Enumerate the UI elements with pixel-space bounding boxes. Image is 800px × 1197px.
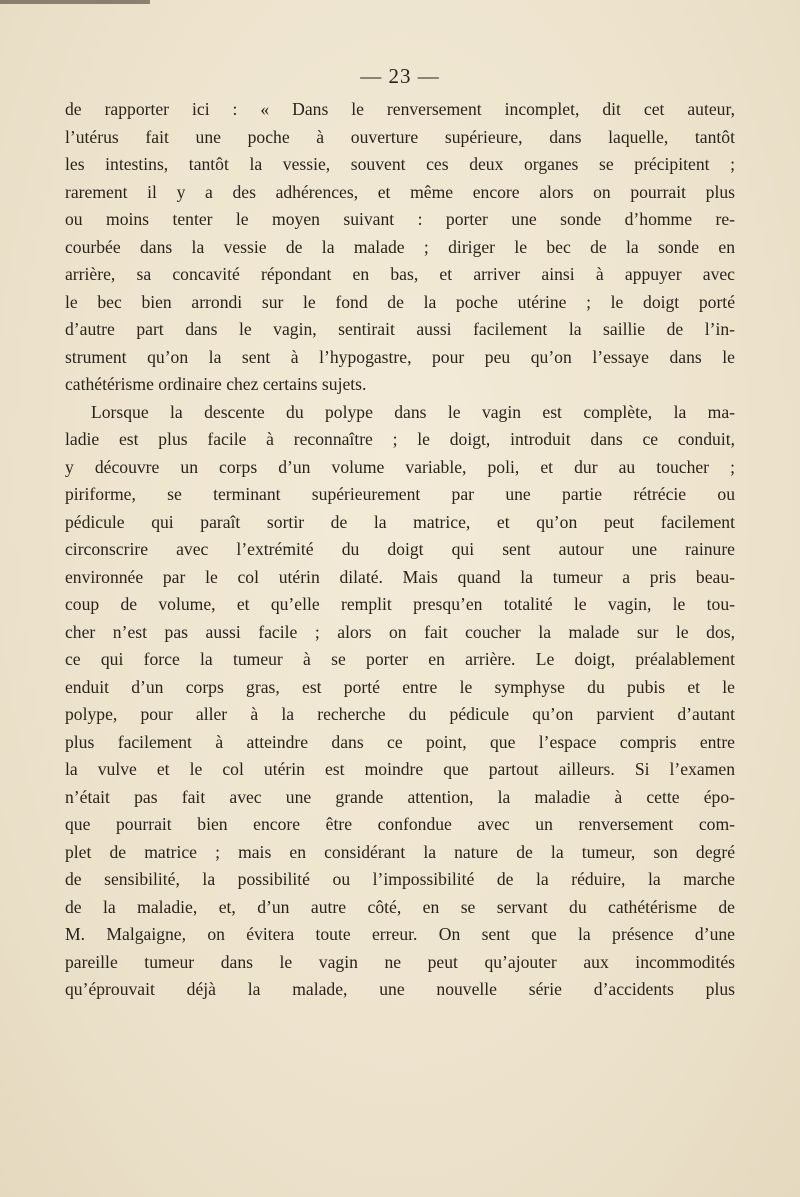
text-line: plet de matrice ; mais en considérant la nature de la tumeur, son degré: [65, 841, 735, 862]
text-line: pédicule qui paraît sortir de la matrice, et qu’on peut facilement: [65, 511, 735, 532]
page-number: — 23 —: [360, 64, 440, 88]
text-line: piriforme, se terminant supérieurement par une partie rétrécie ou: [65, 484, 735, 504]
text-line: ou moins tenter le moyen suivant : porter une sonde d’homme re-: [65, 209, 735, 229]
text-line: y découvre un corps d’un volume variable, poli, et dur au toucher ;: [65, 456, 735, 477]
text-line: la vulve et le col utérin est moindre que partout ailleurs. Si l’examen: [65, 759, 735, 779]
text-line: que pourrait bien encore être confondue avec un renversement com-: [65, 814, 735, 834]
text-line: qu’éprouvait déjà la malade, une nouvelle série d’accidents plus: [65, 979, 735, 999]
text-line: strument qu’on la sent à l’hypogastre, pour peu qu’on l’essaye dans le: [65, 346, 735, 367]
text-line: circonscrire avec l’extrémité du doigt qui sent autour une rainure: [65, 539, 735, 559]
text-line: coup de volume, et qu’elle remplit presqu’en totalité le vagin, le tou-: [65, 594, 735, 614]
text-line: de sensibilité, la possibilité ou l’impossibilité de la réduire, la marche: [65, 869, 735, 889]
text-line: de la maladie, et, d’un autre côté, en se servant du cathétérisme de: [65, 896, 735, 917]
text-line: plus facilement à atteindre dans ce point, que l’espace compris entre: [65, 731, 735, 752]
text-line: courbée dans la vessie de la malade ; diriger le bec de la sonde en: [65, 236, 735, 257]
text-line: de rapporter ici : « Dans le renversement incomplet, dit cet auteur,: [65, 99, 735, 119]
text-line: l’utérus fait une poche à ouverture supérieure, dans laquelle, tantôt: [65, 126, 735, 147]
text-line: les intestins, tantôt la vessie, souvent ces deux organes se précipitent ;: [65, 154, 735, 174]
text-line: polype, pour aller à la recherche du pédicule qu’on parvient d’autant: [65, 704, 735, 724]
body-text: [65, 96, 735, 1004]
text-line: enduit d’un corps gras, est porté entre le symphyse du pubis et le: [65, 676, 735, 697]
text-line: arrière, sa concavité répondant en bas, et arriver ainsi à appuyer avec: [65, 264, 735, 284]
text-line: Lorsque la descente du polype dans le vagin est complète, la ma-: [91, 401, 735, 422]
text-line: le bec bien arrondi sur le fond de la poche utérine ; le doigt porté: [65, 291, 735, 312]
text-line: pareille tumeur dans le vagin ne peut qu’ajouter aux incommodités: [65, 951, 735, 972]
text-line: M. Malgaigne, on évitera toute erreur. On sent que la présence d’une: [65, 924, 735, 944]
text-line: d’autre part dans le vagin, sentirait aussi facilement la saillie de l’in-: [65, 319, 735, 339]
text-line: environnée par le col utérin dilaté. Mais quand la tumeur a pris beau-: [65, 566, 735, 587]
text-line: cher n’est pas aussi facile ; alors on fait coucher la malade sur le dos,: [65, 621, 735, 642]
text-line: ladie est plus facile à reconnaître ; le doigt, introduit dans ce conduit,: [65, 429, 735, 449]
text-line: cathétérisme ordinaire chez certains sujets.: [65, 374, 367, 394]
page-edge-mark: [0, 0, 150, 4]
text-line: n’était pas fait avec une grande attention, la maladie à cette épo-: [65, 786, 735, 807]
text-line: rarement il y a des adhérences, et même encore alors on pourrait plus: [65, 181, 735, 202]
text-line: ce qui force la tumeur à se porter en arrière. Le doigt, préalablement: [65, 649, 735, 669]
